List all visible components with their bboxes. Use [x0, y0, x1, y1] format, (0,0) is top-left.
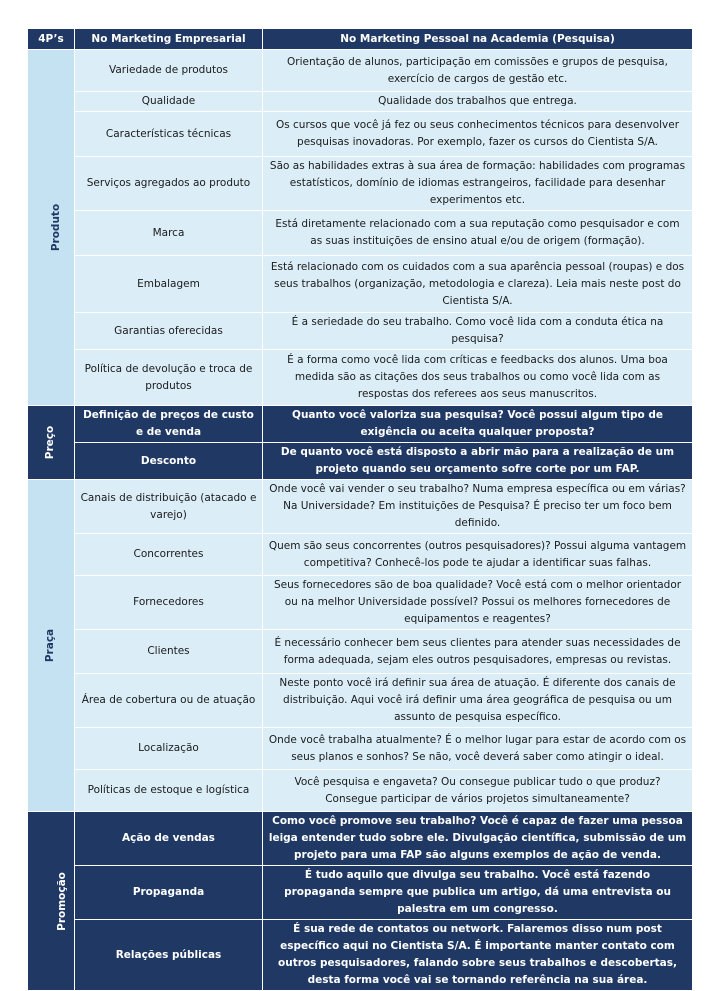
item-cell: Desconto: [75, 443, 263, 480]
table-row: [28, 92, 693, 112]
table-row: [28, 112, 693, 157]
item-cell: Serviços agregados ao produto: [75, 157, 263, 211]
item-cell: Relações públicas: [75, 920, 263, 991]
header-row: [28, 29, 693, 50]
table-row: [28, 256, 693, 313]
item-cell: Variedade de produtos: [75, 50, 263, 92]
table-row: [28, 406, 693, 443]
table-row: [28, 443, 693, 480]
group-label: Preço: [44, 425, 57, 460]
item-cell: Política de devolução e troca de produtos: [75, 350, 263, 406]
description-cell: É tudo aquilo que divulga seu trabalho. Você está fazendo propaganda sempre que publica um artigo, dá uma entrevista ou palestra em um congresso.: [263, 866, 693, 920]
table-row: [28, 211, 693, 256]
item-cell: Propaganda: [75, 866, 263, 920]
description-cell: Qualidade dos trabalhos que entrega.: [263, 92, 693, 112]
table-row: [28, 50, 693, 92]
description-cell: De quanto você está disposto a abrir mão para a realização de um projeto quando seu orçamento sofre corte por um FAP.: [263, 443, 693, 480]
description-cell: Quanto você valoriza sua pesquisa? Você possui algum tipo de exigência ou aceita qualquer proposta?: [263, 406, 693, 443]
table-row: [28, 920, 693, 991]
header-empresarial: No Marketing Empresarial: [75, 29, 263, 50]
description-cell: Onde você vai vender o seu trabalho? Numa empresa específica ou em várias? Na Universidade? Em instituições de Pesquisa? É preciso ter um foco bem definido.: [263, 480, 693, 534]
description-cell: Seus fornecedores são de boa qualidade? Você está com o melhor orientador ou na melhor Universidade possível? Possui os melhores fornecedores de equipamentos e reagentes?: [263, 576, 693, 630]
table-row: [28, 313, 693, 350]
item-cell: Qualidade: [75, 92, 263, 112]
item-cell: Características técnicas: [75, 112, 263, 157]
table-row: [28, 728, 693, 770]
item-cell: Políticas de estoque e logística: [75, 770, 263, 812]
item-cell: Área de cobertura ou de atuação: [75, 674, 263, 728]
item-cell: Garantias oferecidas: [75, 313, 263, 350]
description-cell: É a forma como você lida com críticas e feedbacks dos alunos. Uma boa medida são as citações dos seus trabalhos ou como você lida com as respostas dos referees aos seus manuscritos.: [263, 350, 693, 406]
group-label: Promoção: [55, 871, 68, 931]
item-cell: Embalagem: [75, 256, 263, 313]
table-header: [28, 29, 693, 50]
table-row: [28, 630, 693, 674]
description-cell: Orientação de alunos, participação em comissões e grupos de pesquisa, exercício de cargos de gestão etc.: [263, 50, 693, 92]
description-cell: Está diretamente relacionado com a sua reputação como pesquisador e com as suas instituições de ensino atual e/ou de origem (formação).: [263, 211, 693, 256]
description-cell: Como você promove seu trabalho? Você é capaz de fazer uma pessoa leiga entender tudo sobre ele. Divulgação científica, submissão de um projeto para uma FAP são alguns exemplos de ação de venda.: [263, 812, 693, 866]
group-label: Produto: [50, 203, 63, 252]
description-cell: Neste ponto você irá definir sua área de atuação. É diferente dos canais de distribuição. Aqui você irá definir uma área geográfica de pesquisa ou um assunto de pesquisa específico.: [263, 674, 693, 728]
description-cell: Você pesquisa e engaveta? Ou consegue publicar tudo o que produz? Consegue participar de vários projetos simultaneamente?: [263, 770, 693, 812]
table-row: [28, 770, 693, 812]
table-body: [28, 50, 693, 991]
group-label: Praça: [44, 628, 57, 663]
item-cell: Definição de preços de custo e de venda: [75, 406, 263, 443]
item-cell: Concorrentes: [75, 534, 263, 576]
description-cell: Quem são seus concorrentes (outros pesquisadores)? Possui alguma vantagem competitiva? Conhecê-los pode te ajudar a identificar suas falhas.: [263, 534, 693, 576]
table-row: [28, 674, 693, 728]
group-label-cell: [28, 480, 75, 812]
description-cell: É a seriedade do seu trabalho. Como você lida com a conduta ética na pesquisa?: [263, 313, 693, 350]
description-cell: Onde você trabalha atualmente? É o melhor lugar para estar de acordo com os seus planos e sonhos? Se não, você deverá saber como atingir o ideal.: [263, 728, 693, 770]
table-row: [28, 866, 693, 920]
description-cell: É sua rede de contatos ou network. Falaremos disso num post específico aqui no Cientista S/A. É importante manter contato com outros pesquisadores, falando sobre seus trabalhos e descobertas, desta forma você vai se tornando referência na sua área.: [263, 920, 693, 991]
description-cell: Os cursos que você já fez ou seus conhecimentos técnicos para desenvolver pesquisas inovadoras. Por exemplo, fazer os cursos do Cientista S/A.: [263, 112, 693, 157]
item-cell: Marca: [75, 211, 263, 256]
item-cell: Clientes: [75, 630, 263, 674]
marketing-4p-table: [27, 28, 693, 991]
description-cell: É necessário conhecer bem seus clientes para atender suas necessidades de forma adequada, sejam eles outros pesquisadores, empresas ou revistas.: [263, 630, 693, 674]
item-cell: Ação de vendas: [75, 812, 263, 866]
table-row: [28, 576, 693, 630]
header-pessoal: No Marketing Pessoal na Academia (Pesquisa): [263, 29, 693, 50]
table-row: [28, 812, 693, 866]
table-row: [28, 350, 693, 406]
table-row: [28, 534, 693, 576]
table-row: [28, 480, 693, 534]
group-label-cell: [28, 812, 75, 991]
description-cell: Está relacionado com os cuidados com a sua aparência pessoal (roupas) e dos seus trabalhos (organização, metodologia e clareza). Leia mais neste post do Cientista S/A.: [263, 256, 693, 313]
table-row: [28, 157, 693, 211]
item-cell: Fornecedores: [75, 576, 263, 630]
group-label-cell: [28, 50, 75, 406]
group-label-cell: [28, 406, 75, 480]
item-cell: Localização: [75, 728, 263, 770]
header-4ps: 4P’s: [28, 29, 75, 50]
description-cell: São as habilidades extras à sua área de formação: habilidades com programas estatísticos, domínio de idiomas estrangeiros, facilidade para desenhar experimentos etc.: [263, 157, 693, 211]
item-cell: Canais de distribuição (atacado e varejo): [75, 480, 263, 534]
